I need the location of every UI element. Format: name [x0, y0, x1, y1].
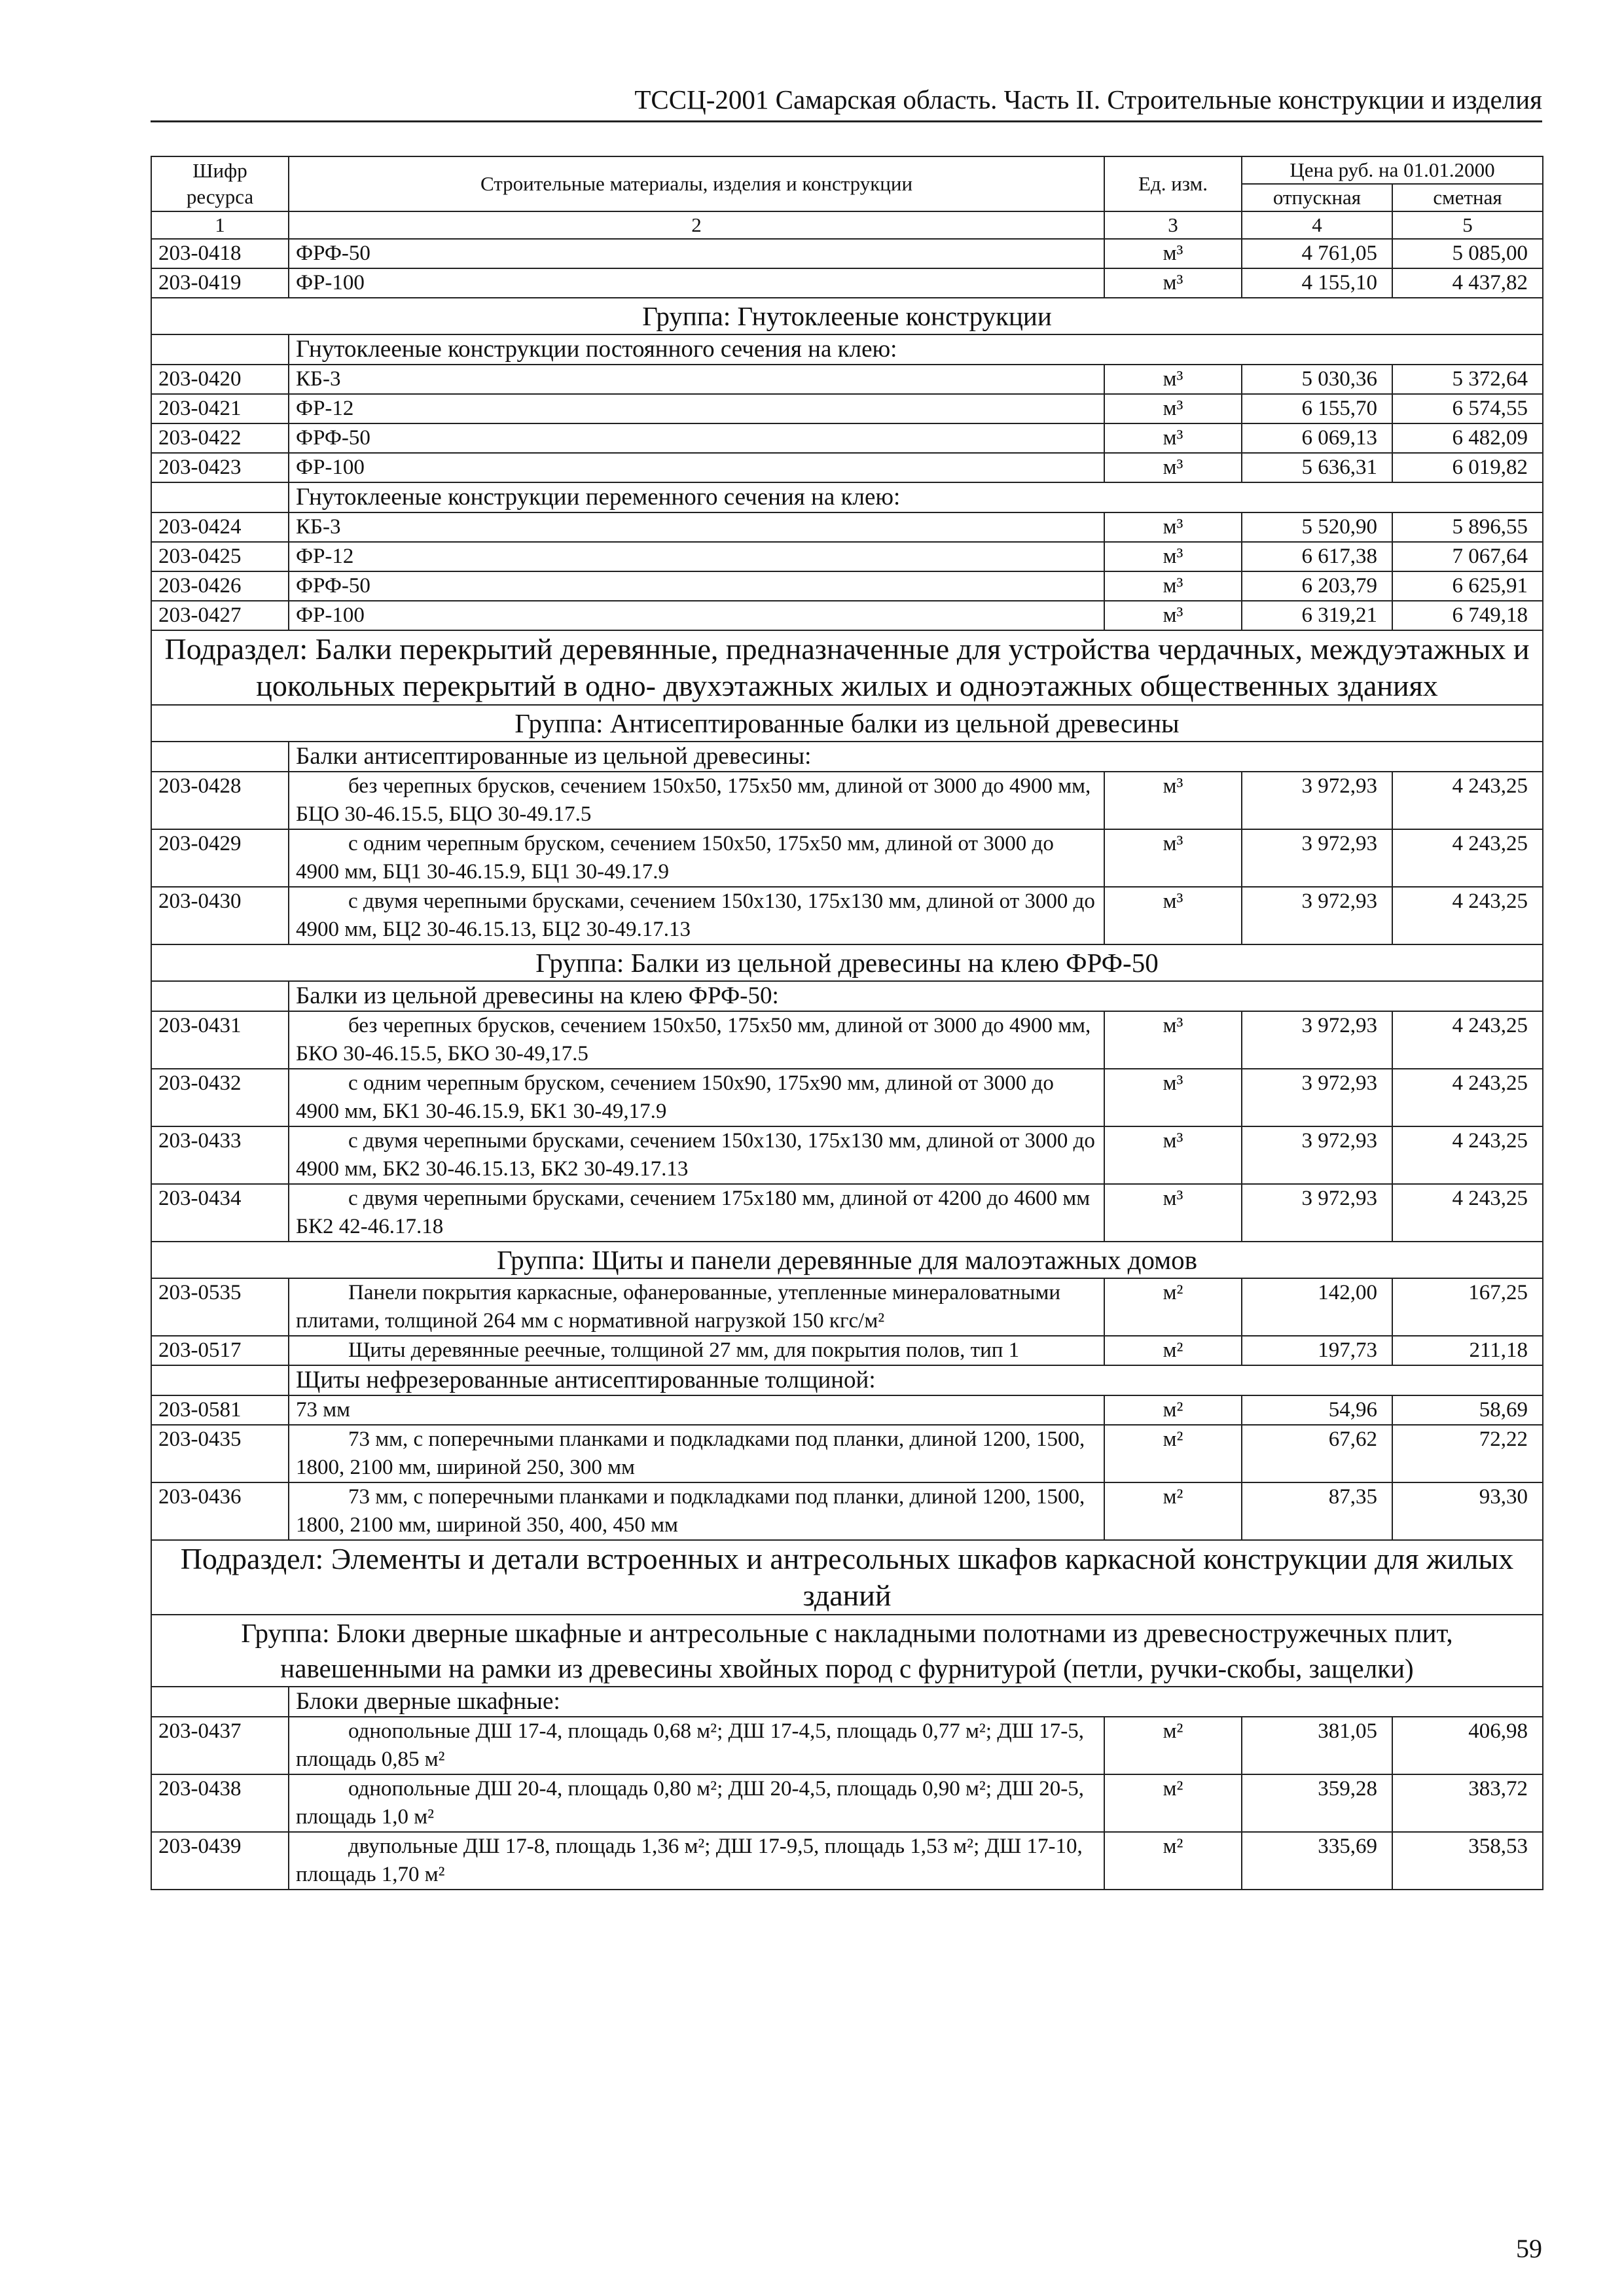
blank-cell — [151, 1365, 289, 1395]
release-price-cell: 6 155,70 — [1242, 394, 1392, 423]
release-price-cell: 4 761,05 — [1242, 239, 1392, 268]
release-price-cell: 3 972,93 — [1242, 1126, 1392, 1184]
blank-cell — [151, 482, 289, 512]
table-body — [151, 239, 1543, 1890]
blank-cell — [151, 1687, 289, 1717]
blank-cell — [151, 981, 289, 1011]
release-price-cell: 5 030,36 — [1242, 365, 1392, 394]
estimate-price-cell: 7 067,64 — [1392, 542, 1543, 571]
estimate-price-cell: 5 896,55 — [1392, 512, 1543, 542]
subsection-heading: Подраздел: Балки перекрытий деревянные, предназначенные для устройства чердачных, междуэтажных и цокольных перекрытий в одно- двухэтажных жилых и одноэтажных общественных зданиях — [151, 630, 1543, 705]
material-name-cell: Панели покрытия каркасные, офанерованные, утепленные минераловатными плитами, толщиной 264 мм с нормативной нагрузкой 150 кгс/м² — [289, 1278, 1104, 1336]
group-heading: Группа: Блоки дверные шкафные и антресольные с накладными полотнами из древесностружечных плит, навешенными на рамки из древесины хвойных пород с фурнитурой (петли, ручки-скобы, защелки) — [151, 1615, 1543, 1687]
page-header — [151, 82, 1542, 122]
unit-cell: м³ — [1104, 1126, 1242, 1184]
table-row — [151, 1184, 1543, 1242]
subheading-text: Балки антисептированные из цельной древесины: — [289, 742, 1543, 772]
col-number-4: 4 — [1242, 211, 1392, 239]
release-price-cell: 335,69 — [1242, 1832, 1392, 1890]
estimate-price-cell: 406,98 — [1392, 1717, 1543, 1774]
release-price-cell: 87,35 — [1242, 1482, 1392, 1540]
release-price-cell: 54,96 — [1242, 1395, 1392, 1425]
subsection-heading: Подраздел: Элементы и детали встроенных и антресольных шкафов каркасной конструкции для жилых зданий — [151, 1540, 1543, 1615]
table-row — [151, 1011, 1543, 1069]
estimate-price-cell: 4 243,25 — [1392, 887, 1543, 944]
estimate-price-cell: 6 019,82 — [1392, 453, 1543, 482]
resource-code-cell: 203-0427 — [151, 601, 289, 630]
estimate-price-cell: 93,30 — [1392, 1482, 1543, 1540]
price-table — [151, 156, 1543, 1890]
resource-code-cell: 203-0430 — [151, 887, 289, 944]
estimate-price-cell: 4 243,25 — [1392, 1069, 1543, 1126]
estimate-price-cell: 167,25 — [1392, 1278, 1543, 1336]
resource-code-cell: 203-0418 — [151, 239, 289, 268]
resource-code-cell: 203-0435 — [151, 1425, 289, 1482]
table-row — [151, 1126, 1543, 1184]
estimate-price-cell: 6 574,55 — [1392, 394, 1543, 423]
unit-cell: м² — [1104, 1832, 1242, 1890]
table-header — [151, 156, 1543, 239]
release-price-cell: 142,00 — [1242, 1278, 1392, 1336]
resource-code-cell: 203-0423 — [151, 453, 289, 482]
subheading-row — [151, 1687, 1543, 1717]
unit-cell: м² — [1104, 1717, 1242, 1774]
unit-cell: м³ — [1104, 887, 1242, 944]
group-heading: Группа: Щиты и панели деревянные для малоэтажных домов — [151, 1242, 1543, 1278]
estimate-price-cell: 5 085,00 — [1392, 239, 1543, 268]
material-name-cell: ФР-12 — [289, 542, 1104, 571]
release-price-cell: 3 972,93 — [1242, 1069, 1392, 1126]
material-name-cell: с двумя черепными брусками, сечением 175х180 мм, длиной от 4200 до 4600 мм БК2 42-46.17.18 — [289, 1184, 1104, 1242]
table-row — [151, 394, 1543, 423]
material-name-cell: ФР-12 — [289, 394, 1104, 423]
unit-cell: м³ — [1104, 512, 1242, 542]
material-name-cell: однопольные ДШ 20-4, площадь 0,80 м²; ДШ 20-4,5, площадь 0,90 м²; ДШ 20-5, площадь 1,0 м² — [289, 1774, 1104, 1832]
release-price-cell: 3 972,93 — [1242, 1011, 1392, 1069]
material-name-cell: ФРФ-50 — [289, 239, 1104, 268]
estimate-price-cell: 358,53 — [1392, 1832, 1543, 1890]
col-release-header: отпускная — [1242, 184, 1392, 211]
subheading-text: Щиты нефрезерованные антисептированные толщиной: — [289, 1365, 1543, 1395]
table-row — [151, 1482, 1543, 1540]
material-name-cell: однопольные ДШ 17-4, площадь 0,68 м²; ДШ 17-4,5, площадь 0,77 м²; ДШ 17-5, площадь 0,85 м² — [289, 1717, 1104, 1774]
estimate-price-cell: 4 243,25 — [1392, 829, 1543, 887]
table-row — [151, 365, 1543, 394]
col-price-header: Цена руб. на 01.01.2000 — [1242, 156, 1543, 184]
release-price-cell: 359,28 — [1242, 1774, 1392, 1832]
col-number-1: 1 — [151, 211, 289, 239]
resource-code-cell: 203-0438 — [151, 1774, 289, 1832]
table-row — [151, 423, 1543, 453]
table-row — [151, 453, 1543, 482]
material-name-cell: с двумя черепными брусками, сечением 150х130, 175х130 мм, длиной от 3000 до 4900 мм, БК2 30-46.15.13, БК2 30-49.17.13 — [289, 1126, 1104, 1184]
table-row — [151, 239, 1543, 268]
col-number-5: 5 — [1392, 211, 1543, 239]
estimate-price-cell: 72,22 — [1392, 1425, 1543, 1482]
material-name-cell: с двумя черепными брусками, сечением 150х130, 175х130 мм, длиной от 3000 до 4900 мм, БЦ2 30-46.15.13, БЦ2 30-49.17.13 — [289, 887, 1104, 944]
unit-cell: м² — [1104, 1278, 1242, 1336]
col-unit-header: Ед. изм. — [1104, 156, 1242, 211]
resource-code-cell: 203-0424 — [151, 512, 289, 542]
unit-cell: м² — [1104, 1336, 1242, 1365]
subheading-text: Балки из цельной древесины на клею ФРФ-50: — [289, 981, 1543, 1011]
resource-code-cell: 203-0437 — [151, 1717, 289, 1774]
unit-cell: м³ — [1104, 239, 1242, 268]
group-heading-row — [151, 944, 1543, 981]
material-name-cell: 73 мм — [289, 1395, 1104, 1425]
estimate-price-cell: 4 243,25 — [1392, 1184, 1543, 1242]
material-name-cell: без черепных брусков, сечением 150х50, 175х50 мм, длиной от 3000 до 4900 мм, БЦО 30-46.15.5, БЦО 30-49.17.5 — [289, 772, 1104, 829]
table-row — [151, 542, 1543, 571]
estimate-price-cell: 5 372,64 — [1392, 365, 1543, 394]
col-code-header: Шифр ресурса — [151, 156, 289, 211]
table-row — [151, 1774, 1543, 1832]
table-row — [151, 1336, 1543, 1365]
subheading-text: Гнутоклееные конструкции переменного сечения на клею: — [289, 482, 1543, 512]
resource-code-cell: 203-0420 — [151, 365, 289, 394]
column-number-row — [151, 211, 1543, 239]
unit-cell: м³ — [1104, 1184, 1242, 1242]
col-estimate-header: сметная — [1392, 184, 1543, 211]
subheading-row — [151, 334, 1543, 365]
unit-cell: м³ — [1104, 268, 1242, 298]
table-row — [151, 601, 1543, 630]
group-heading: Группа: Балки из цельной древесины на клею ФРФ-50 — [151, 944, 1543, 981]
subheading-row — [151, 981, 1543, 1011]
unit-cell: м³ — [1104, 571, 1242, 601]
group-heading-row — [151, 298, 1543, 334]
material-name-cell: ФР-100 — [289, 453, 1104, 482]
unit-cell: м³ — [1104, 1011, 1242, 1069]
group-heading-row — [151, 1242, 1543, 1278]
header-title: ТССЦ-2001 Самарская область. Часть II. Строительные конструкции и изделия — [634, 84, 1542, 115]
resource-code-cell: 203-0425 — [151, 542, 289, 571]
group-heading-row — [151, 705, 1543, 742]
estimate-price-cell: 4 243,25 — [1392, 1126, 1543, 1184]
resource-code-cell: 203-0428 — [151, 772, 289, 829]
resource-code-cell: 203-0422 — [151, 423, 289, 453]
resource-code-cell: 203-0535 — [151, 1278, 289, 1336]
table-row — [151, 1832, 1543, 1890]
resource-code-cell: 203-0434 — [151, 1184, 289, 1242]
release-price-cell: 3 972,93 — [1242, 772, 1392, 829]
table-row — [151, 571, 1543, 601]
table-row — [151, 512, 1543, 542]
release-price-cell: 5 636,31 — [1242, 453, 1392, 482]
estimate-price-cell: 4 437,82 — [1392, 268, 1543, 298]
group-heading-row — [151, 1615, 1543, 1687]
subheading-text: Гнутоклееные конструкции постоянного сечения на клею: — [289, 334, 1543, 365]
release-price-cell: 381,05 — [1242, 1717, 1392, 1774]
release-price-cell: 3 972,93 — [1242, 1184, 1392, 1242]
group-heading: Группа: Гнутоклееные конструкции — [151, 298, 1543, 334]
subheading-row — [151, 1365, 1543, 1395]
unit-cell: м³ — [1104, 542, 1242, 571]
group-heading: Группа: Антисептированные балки из цельной древесины — [151, 705, 1543, 742]
blank-cell — [151, 334, 289, 365]
release-price-cell: 3 972,93 — [1242, 829, 1392, 887]
material-name-cell: ФР-100 — [289, 268, 1104, 298]
estimate-price-cell: 6 482,09 — [1392, 423, 1543, 453]
unit-cell: м³ — [1104, 423, 1242, 453]
material-name-cell: двупольные ДШ 17-8, площадь 1,36 м²; ДШ 17-9,5, площадь 1,53 м²; ДШ 17-10, площадь 1,70 м² — [289, 1832, 1104, 1890]
material-name-cell: 73 мм, с поперечными планками и подкладками под планки, длиной 1200, 1500, 1800, 2100 мм, шириной 350, 400, 450 мм — [289, 1482, 1104, 1540]
estimate-price-cell: 6 749,18 — [1392, 601, 1543, 630]
release-price-cell: 5 520,90 — [1242, 512, 1392, 542]
estimate-price-cell: 4 243,25 — [1392, 772, 1543, 829]
subheading-text: Блоки дверные шкафные: — [289, 1687, 1543, 1717]
table-row — [151, 1425, 1543, 1482]
unit-cell: м³ — [1104, 772, 1242, 829]
blank-cell — [151, 742, 289, 772]
page-number: 59 — [1516, 2234, 1542, 2263]
release-price-cell: 6 617,38 — [1242, 542, 1392, 571]
table-row — [151, 1069, 1543, 1126]
subheading-row — [151, 742, 1543, 772]
subheading-row — [151, 482, 1543, 512]
unit-cell: м³ — [1104, 601, 1242, 630]
material-name-cell: КБ-3 — [289, 512, 1104, 542]
resource-code-cell: 203-0421 — [151, 394, 289, 423]
resource-code-cell: 203-0429 — [151, 829, 289, 887]
estimate-price-cell: 211,18 — [1392, 1336, 1543, 1365]
resource-code-cell: 203-0581 — [151, 1395, 289, 1425]
release-price-cell: 6 319,21 — [1242, 601, 1392, 630]
estimate-price-cell: 383,72 — [1392, 1774, 1543, 1832]
table-row — [151, 1278, 1543, 1336]
resource-code-cell: 203-0431 — [151, 1011, 289, 1069]
material-name-cell: ФРФ-50 — [289, 423, 1104, 453]
col-name-header: Строительные материалы, изделия и конструкции — [289, 156, 1104, 211]
unit-cell: м³ — [1104, 1069, 1242, 1126]
resource-code-cell: 203-0432 — [151, 1069, 289, 1126]
release-price-cell: 3 972,93 — [1242, 887, 1392, 944]
resource-code-cell: 203-0517 — [151, 1336, 289, 1365]
col-number-3: 3 — [1104, 211, 1242, 239]
estimate-price-cell: 4 243,25 — [1392, 1011, 1543, 1069]
material-name-cell: без черепных брусков, сечением 150х50, 175х50 мм, длиной от 3000 до 4900 мм, БКО 30-46.15.5, БКО 30-49,17.5 — [289, 1011, 1104, 1069]
material-name-cell: КБ-3 — [289, 365, 1104, 394]
table-row — [151, 268, 1543, 298]
release-price-cell: 67,62 — [1242, 1425, 1392, 1482]
material-name-cell: ФРФ-50 — [289, 571, 1104, 601]
resource-code-cell: 203-0419 — [151, 268, 289, 298]
unit-cell: м³ — [1104, 365, 1242, 394]
material-name-cell: с одним черепным бруском, сечением 150х50, 175х50 мм, длиной от 3000 до 4900 мм, БЦ1 30-46.15.9, БЦ1 30-49.17.9 — [289, 829, 1104, 887]
resource-code-cell: 203-0439 — [151, 1832, 289, 1890]
estimate-price-cell: 58,69 — [1392, 1395, 1543, 1425]
col-number-2: 2 — [289, 211, 1104, 239]
release-price-cell: 197,73 — [1242, 1336, 1392, 1365]
unit-cell: м³ — [1104, 829, 1242, 887]
table-row — [151, 772, 1543, 829]
unit-cell: м² — [1104, 1774, 1242, 1832]
material-name-cell: Щиты деревянные реечные, толщиной 27 мм, для покрытия полов, тип 1 — [289, 1336, 1104, 1365]
release-price-cell: 6 069,13 — [1242, 423, 1392, 453]
material-name-cell: ФР-100 — [289, 601, 1104, 630]
estimate-price-cell: 6 625,91 — [1392, 571, 1543, 601]
unit-cell: м² — [1104, 1482, 1242, 1540]
release-price-cell: 6 203,79 — [1242, 571, 1392, 601]
unit-cell: м³ — [1104, 453, 1242, 482]
subsection-heading-row — [151, 630, 1543, 705]
release-price-cell: 4 155,10 — [1242, 268, 1392, 298]
unit-cell: м² — [1104, 1425, 1242, 1482]
material-name-cell: 73 мм, с поперечными планками и подкладками под планки, длиной 1200, 1500, 1800, 2100 мм, шириной 250, 300 мм — [289, 1425, 1104, 1482]
table-row — [151, 887, 1543, 944]
subsection-heading-row — [151, 1540, 1543, 1615]
resource-code-cell: 203-0436 — [151, 1482, 289, 1540]
table-row — [151, 1717, 1543, 1774]
resource-code-cell: 203-0426 — [151, 571, 289, 601]
table-row — [151, 829, 1543, 887]
table-row — [151, 1395, 1543, 1425]
material-name-cell: с одним черепным бруском, сечением 150х90, 175х90 мм, длиной от 3000 до 4900 мм, БК1 30-46.15.9, БК1 30-49,17.9 — [289, 1069, 1104, 1126]
unit-cell: м³ — [1104, 394, 1242, 423]
resource-code-cell: 203-0433 — [151, 1126, 289, 1184]
unit-cell: м² — [1104, 1395, 1242, 1425]
